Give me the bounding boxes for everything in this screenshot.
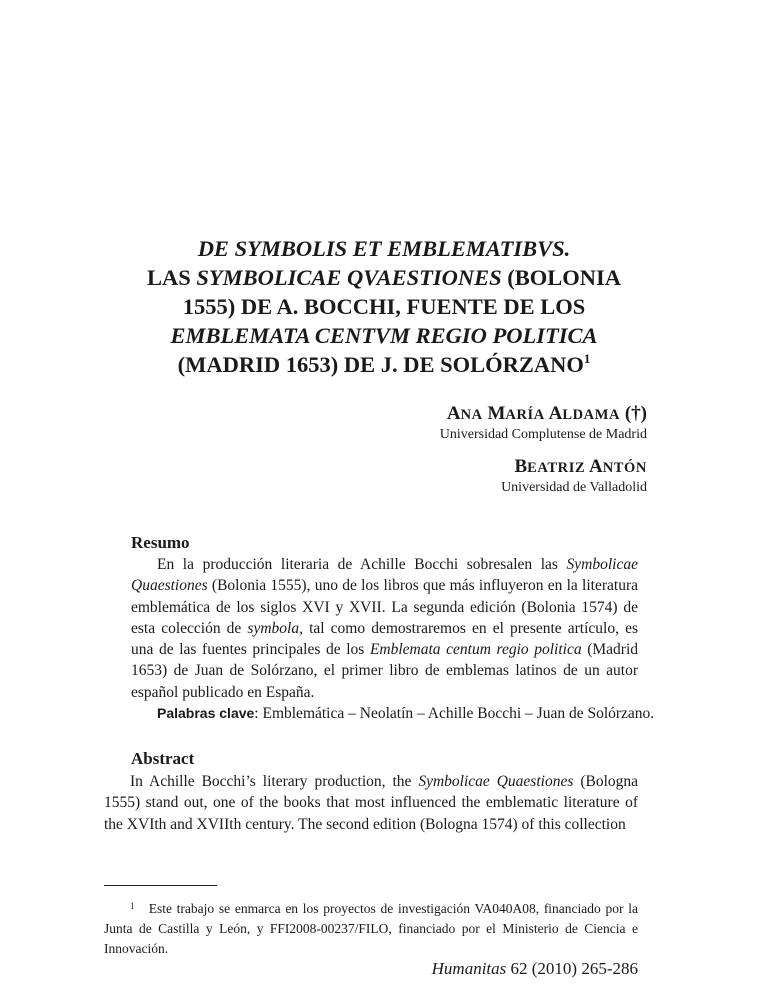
abstract-text: In Achille Bocchi’s literary production, the Symbolicae Quaestiones (Bologna 1555) stand out, one of the books that most influenced the emblematic literature of the XVIth and XVIIth century. The second edition (Bologna 1574) of this collection — [104, 773, 639, 833]
footnote: $^1$ Este trabajo se enmarca en los proyectos de investigación VA040A08, financiado por la Junta de Castilla y León, y FFI2008-00237/FILO, financiado por el Ministerio de Ciencia e Innovación. — [104, 901, 638, 956]
author-name: ANA MARÍA ALDAMA (†) — [446, 403, 647, 424]
journal-name: Humanitas — [431, 959, 507, 978]
author-affiliation: Universidad de Valladolid — [501, 480, 647, 495]
author-affiliation: Universidad Complutense de Madrid — [439, 427, 647, 442]
keywords — [157, 703, 655, 724]
journal-citation — [432, 959, 638, 979]
title-line-1: DE SYMBOLIS ET EMBLEMATIBVS. — [197, 236, 571, 261]
resumo-text: En la producción literaria de Achille Bocchi sobresalen las Symbolicae Quaestiones (Bolonia 1555), uno de los libros que más influyeron en la literatura emblemática de los siglos XVI y XVII. La segunda edición (Bolonia 1574) de esta colección de symbola, tal como demostraremos en el presente artículo, es una de las fuentes principales de los Emblemata centum regio politica (Madrid 1653) de Juan de Solórzano, el primer libro de emblemas latinos de un autor español publicado en España. — [131, 556, 639, 701]
abstract-heading: Abstract — [131, 749, 195, 768]
article-title — [70, 234, 698, 379]
keywords-label: Palabras clave — [157, 705, 255, 721]
author-2 — [501, 456, 647, 496]
journal-ref: 62 (2010) 265-286 — [506, 959, 638, 978]
title-line-2: LAS SYMBOLICAE QVAESTIONES (BOLONIA — [146, 265, 622, 290]
title-line-3: 1555) DE A. BOCCHI, FUENTE DE LOS — [182, 294, 586, 319]
title-footnote-mark: 1 — [583, 351, 591, 366]
resumo-heading: Resumo — [131, 533, 190, 552]
keywords-value: : Emblemática – Neolatín – Achille Bocchi – Juan de Solórzano. — [254, 705, 655, 722]
title-line-5: (MADRID 1653) DE J. DE SOLÓRZANO$^1$ — [177, 351, 591, 377]
author-1 — [440, 403, 647, 443]
footnote-mark: 1 — [130, 901, 135, 911]
title-line-4: EMBLEMATA CENTVM REGIO POLITICA — [170, 323, 598, 348]
author-name: BEATRIZ ANTÓN — [514, 456, 647, 477]
footnote-rule — [104, 885, 217, 886]
